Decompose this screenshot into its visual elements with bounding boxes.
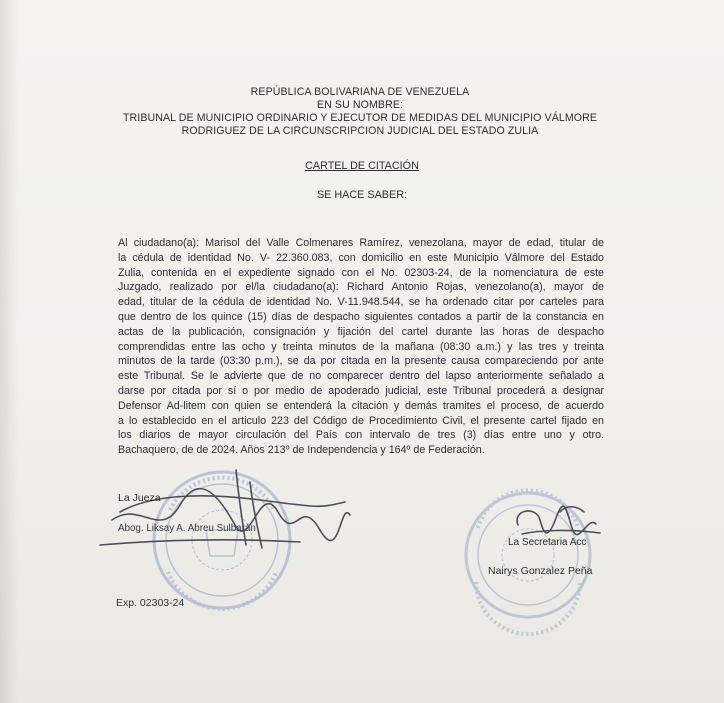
- document-subtitle: SE HACE SABER:: [316, 189, 407, 201]
- body-line: Zulia, contenida en el expediente signado con el No. 02303-24, de la nomenciatura de este: [118, 266, 604, 279]
- document-header: [120, 86, 600, 138]
- document-title: CARTEL DE CITACIÓN: [305, 160, 419, 172]
- body-line: los diarios de mayor circulación del País con intervalo de tres (3) días entre uno y otro.: [118, 429, 604, 442]
- body-line-date: Bachaquero, de de 2024. Años 213º de Independencia y 164º de Federación.: [118, 444, 485, 457]
- court-seal-right: [466, 490, 593, 634]
- secretary-label: La Secretaria Acc: [508, 537, 587, 548]
- judge-signature: [100, 470, 350, 548]
- judge-name: Abog. Liksay A. Abreu Sulbarán: [118, 523, 256, 534]
- secretary-name: Nairys Gonzalez Peña: [488, 565, 593, 577]
- document-body: [118, 236, 604, 458]
- body-line: la cédula de identidad No. V- 22.360.083, con domicilio en este Municipio Válmore del Estado: [118, 251, 604, 264]
- header-line-tribunal: TRIBUNAL DE MUNICIPIO ORDINARIO Y EJECUTOR DE MEDIDAS DEL MUNICIPIO VÁLMORE: [122, 112, 598, 124]
- judge-label: La Jueza: [118, 492, 161, 504]
- secretary-signature: [517, 506, 600, 534]
- header-line-circunscripcion: RODRIGUEZ DE LA CIRCUNSCRIPCION JUDICIAL DEL ESTADO ZULIA: [181, 125, 539, 137]
- body-line: este Tribunal. Se le advierte que de no comparecer dentro del lapso anteriormente señalado a: [118, 370, 604, 383]
- body-line: actas de la publicación, consignación y fijación del cartel durante las horas de despacho: [118, 325, 604, 338]
- header-line-republic: REPÚBLICA BOLIVARIANA DE VENEZUELA: [250, 86, 470, 98]
- body-line: darse por citada por sí o por medio de apoderado judicial, este Tribunal procederá a designar: [118, 384, 604, 397]
- body-line: Juzgado, realizado por el/la ciudadano(a): Richard Antonio Rojas, venezolano(a), mayor de: [118, 281, 604, 294]
- body-line: Defensor Ad-litem con quien se entenderá la citación y demás tramites el proceso, de acuerdo: [118, 399, 604, 412]
- body-line: comprendidas entre las ocho y treinta minutos de la mañana (08:30 a.m.) y las tres y treinta: [118, 340, 604, 353]
- expediente-reference: Exp. 02303-24: [116, 597, 185, 609]
- body-line: Al ciudadano(a): Marisol del Valle Colmenares Ramírez, venezolana, mayor de edad, titular de: [118, 237, 604, 249]
- body-line: minutos de la tarde (03:30 p.m.), se da por citada en la presente causa compareciendo por ante: [118, 355, 604, 368]
- header-line-en-su-nombre: EN SU NOMBRE:: [316, 99, 404, 111]
- body-line: a lo establecido en el articulo 223 del Código de Procedimiento Civil, el presente cartel fijado en: [118, 414, 604, 427]
- body-line: que dentro de los quince (15) días de despacho siguientes contados a partir de la constancia en: [118, 310, 604, 323]
- body-line: edad, titular de la cédula de identidad No. V-11.948.544, se ha ordenado citar por carteles para: [118, 296, 604, 309]
